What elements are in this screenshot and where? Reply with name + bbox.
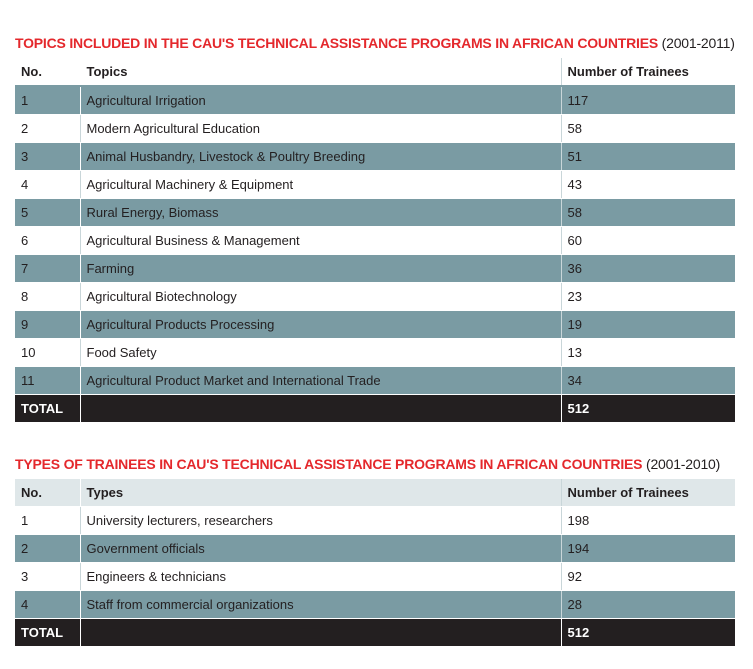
header-number-of-trainees: Number of Trainees — [561, 479, 735, 507]
topics-table — [15, 58, 735, 422]
types-header-row — [15, 479, 735, 507]
row-topic: Agricultural Machinery & Equipment — [80, 171, 561, 199]
row-topic: Agricultural Product Market and International Trade — [80, 367, 561, 395]
row-trainees: 198 — [561, 507, 735, 535]
topics-section — [15, 28, 735, 422]
types-section — [15, 449, 735, 646]
row-no: 2 — [15, 535, 80, 563]
row-trainees: 13 — [561, 339, 735, 367]
types-title-period: (2001-2010) — [642, 456, 721, 472]
table-row — [15, 86, 735, 115]
row-type: Staff from commercial organizations — [80, 591, 561, 619]
header-topics: Topics — [80, 58, 561, 86]
total-label: TOTAL — [15, 619, 80, 647]
row-trainees: 194 — [561, 535, 735, 563]
types-title — [15, 449, 735, 479]
total-label: TOTAL — [15, 395, 80, 423]
table-row — [15, 339, 735, 367]
table-row — [15, 199, 735, 227]
row-topic: Modern Agricultural Education — [80, 115, 561, 143]
topics-title-period: (2001-2011) — [657, 35, 735, 51]
row-trainees: 43 — [561, 171, 735, 199]
row-topic: Farming — [80, 255, 561, 283]
topics-header-row — [15, 58, 735, 86]
row-trainees: 23 — [561, 283, 735, 311]
row-topic: Animal Husbandry, Livestock & Poultry Breeding — [80, 143, 561, 171]
table-row — [15, 171, 735, 199]
total-spacer — [80, 619, 561, 647]
row-trainees: 28 — [561, 591, 735, 619]
row-no: 6 — [15, 227, 80, 255]
row-trainees: 58 — [561, 199, 735, 227]
row-topic: Agricultural Irrigation — [80, 86, 561, 115]
row-no: 2 — [15, 115, 80, 143]
row-trainees: 60 — [561, 227, 735, 255]
row-no: 3 — [15, 143, 80, 171]
row-no: 4 — [15, 171, 80, 199]
row-trainees: 51 — [561, 143, 735, 171]
table-row — [15, 115, 735, 143]
row-trainees: 34 — [561, 367, 735, 395]
row-type: Government officials — [80, 535, 561, 563]
row-trainees: 36 — [561, 255, 735, 283]
table-row — [15, 591, 735, 619]
row-topic: Agricultural Business & Management — [80, 227, 561, 255]
row-trainees: 117 — [561, 86, 735, 115]
total-row — [15, 395, 735, 423]
table-row — [15, 255, 735, 283]
row-topic: Food Safety — [80, 339, 561, 367]
table-row — [15, 283, 735, 311]
table-row — [15, 227, 735, 255]
types-table — [15, 479, 735, 646]
row-type: University lecturers, researchers — [80, 507, 561, 535]
total-spacer — [80, 395, 561, 423]
row-no: 1 — [15, 86, 80, 115]
types-title-text: TYPES OF TRAINEES IN CAU'S TECHNICAL ASSISTANCE PROGRAMS IN AFRICAN COUNTRIES — [15, 456, 643, 472]
row-no: 11 — [15, 367, 80, 395]
row-type: Engineers & technicians — [80, 563, 561, 591]
table-row — [15, 507, 735, 535]
row-topic: Agricultural Biotechnology — [80, 283, 561, 311]
header-no: No. — [15, 58, 80, 86]
row-no: 3 — [15, 563, 80, 591]
row-no: 10 — [15, 339, 80, 367]
row-trainees: 92 — [561, 563, 735, 591]
table-row — [15, 143, 735, 171]
row-trainees: 58 — [561, 115, 735, 143]
table-row — [15, 535, 735, 563]
total-value: 512 — [561, 395, 735, 423]
total-row — [15, 619, 735, 647]
row-no: 4 — [15, 591, 80, 619]
topics-title-text: TOPICS INCLUDED IN THE CAU'S TECHNICAL ASSISTANCE PROGRAMS IN AFRICAN COUNTRIES — [15, 35, 658, 51]
row-trainees: 19 — [561, 311, 735, 339]
row-no: 9 — [15, 311, 80, 339]
table-row — [15, 367, 735, 395]
topics-title — [15, 28, 735, 58]
header-number-of-trainees: Number of Trainees — [561, 58, 735, 86]
row-topic: Agricultural Products Processing — [80, 311, 561, 339]
header-types: Types — [80, 479, 561, 507]
row-no: 5 — [15, 199, 80, 227]
table-row — [15, 563, 735, 591]
row-no: 1 — [15, 507, 80, 535]
row-no: 8 — [15, 283, 80, 311]
row-topic: Rural Energy, Biomass — [80, 199, 561, 227]
total-value: 512 — [561, 619, 735, 647]
table-row — [15, 311, 735, 339]
row-no: 7 — [15, 255, 80, 283]
header-no: No. — [15, 479, 80, 507]
